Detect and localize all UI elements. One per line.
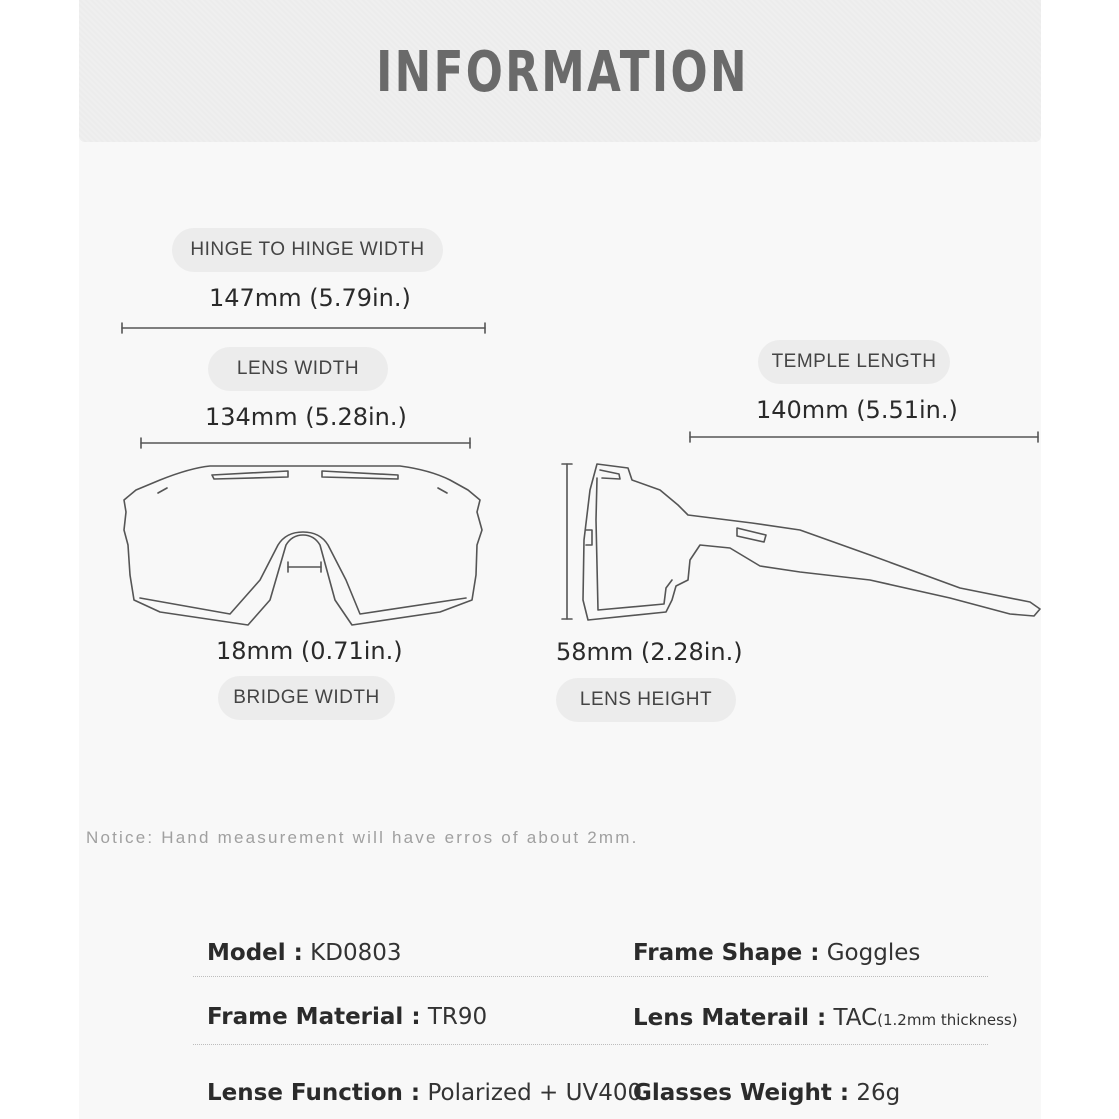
side-view-outline <box>583 464 1040 620</box>
hinge-width-value: 147mm (5.79in.) <box>209 284 411 312</box>
hinge-width-label: HINGE TO HINGE WIDTH <box>172 228 443 272</box>
spec-frame-material-value: TR90 <box>427 1004 488 1030</box>
spec-lens-function <box>207 1080 642 1106</box>
lens-width-dimension-line <box>141 438 470 448</box>
temple-length-label: TEMPLE LENGTH <box>758 340 950 384</box>
front-view-outline <box>124 466 482 625</box>
lens-height-dimension-line <box>562 464 572 619</box>
bridge-width-value: 18mm (0.71in.) <box>216 637 403 665</box>
spec-frame-shape <box>633 940 920 966</box>
hinge-width-dimension-line <box>122 323 485 333</box>
lens-height-value: 58mm (2.28in.) <box>556 638 743 666</box>
measurement-notice: Notice: Hand measurement will have erros of about 2mm. <box>86 828 639 847</box>
spec-glasses-weight-key: Glasses Weight : <box>633 1080 850 1106</box>
spec-frame-material <box>207 1004 487 1030</box>
temple-length-value: 140mm (5.51in.) <box>756 396 958 424</box>
spec-glasses-weight <box>633 1080 900 1106</box>
spec-glasses-weight-value: 26g <box>856 1080 901 1106</box>
spec-frame-shape-key: Frame Shape : <box>633 940 820 966</box>
spec-lens-material <box>633 1005 1018 1031</box>
page-title: INFORMATION <box>376 40 749 105</box>
spec-model-value: KD0803 <box>310 940 402 966</box>
temple-length-dimension-line <box>690 432 1038 442</box>
spec-lens-material-note: (1.2mm thickness) <box>877 1011 1018 1029</box>
lens-width-label: LENS WIDTH <box>208 347 388 391</box>
spec-model <box>207 940 401 966</box>
spec-lens-function-value: Polarized + UV400 <box>427 1080 643 1106</box>
bridge-width-label: BRIDGE WIDTH <box>218 676 395 720</box>
spec-lens-function-key: Lense Function : <box>207 1080 421 1106</box>
spec-model-key: Model : <box>207 940 303 966</box>
spec-lens-material-value: TAC <box>833 1005 878 1031</box>
lens-height-label: LENS HEIGHT <box>556 678 736 722</box>
lens-width-value: 134mm (5.28in.) <box>205 403 407 431</box>
spec-lens-material-key: Lens Materail : <box>633 1005 827 1031</box>
spec-frame-shape-value: Goggles <box>826 940 921 966</box>
spec-frame-material-key: Frame Material : <box>207 1004 421 1030</box>
